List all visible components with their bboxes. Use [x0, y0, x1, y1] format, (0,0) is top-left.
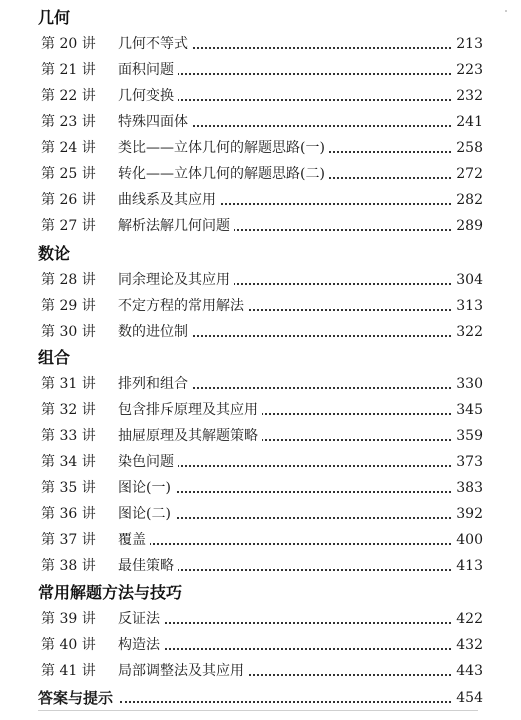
lecture-title: 转化——立体几何的解题思路(二): [118, 162, 329, 186]
lecture-title: 不定方程的常用解法: [118, 294, 248, 318]
lecture-number: 第 25 讲: [41, 166, 96, 182]
page-number: 232: [452, 84, 483, 108]
page-number: 400: [452, 528, 483, 552]
lecture-title: 解析法解几何问题: [118, 214, 234, 238]
dot-leader: [118, 543, 451, 545]
lecture-number: 第 21 讲: [41, 62, 96, 78]
toc-entry[interactable]: [0, 528, 521, 552]
toc-entry[interactable]: [0, 450, 521, 474]
lecture-number: 第 22 讲: [41, 88, 96, 104]
lecture-number: 第 24 讲: [41, 140, 96, 156]
lecture-title: 数的进位制: [118, 320, 192, 344]
bottom-divider: [38, 710, 478, 711]
page-number: 432: [452, 633, 483, 657]
lecture-title: 染色问题: [118, 450, 178, 474]
toc-entry[interactable]: [0, 320, 521, 344]
page-number: 313: [452, 294, 483, 318]
page-number: 392: [452, 502, 483, 526]
lecture-title: 面积问题: [118, 58, 178, 82]
section-heading-methods: 常用解题方法与技巧: [38, 583, 183, 602]
lecture-number: 第 28 讲: [41, 272, 96, 288]
lecture-title: 几何不等式: [118, 32, 192, 56]
lecture-number: 第 33 讲: [41, 428, 96, 444]
lecture-number: 第 29 讲: [41, 298, 96, 314]
lecture-title: 类比——立体几何的解题思路(一): [118, 136, 329, 160]
lecture-number: 第 26 讲: [41, 192, 96, 208]
lecture-title: 图论(一): [118, 476, 175, 500]
page-number: 383: [452, 476, 483, 500]
section-heading-geometry: 几何: [38, 8, 71, 27]
toc-entry[interactable]: [0, 554, 521, 578]
page-number: 304: [452, 268, 483, 292]
toc-entry[interactable]: [0, 502, 521, 526]
lecture-number: 第 20 讲: [41, 36, 96, 52]
lecture-number: 第 32 讲: [41, 402, 96, 418]
toc-entry-answers[interactable]: [0, 686, 521, 710]
page-number: 422: [452, 607, 483, 631]
toc-entry[interactable]: [0, 659, 521, 683]
page-number: 443: [452, 659, 483, 683]
page-number: 330: [452, 372, 483, 396]
toc-entry[interactable]: [0, 268, 521, 292]
page-number: 413: [452, 554, 483, 578]
lecture-number: 第 36 讲: [41, 506, 96, 522]
lecture-title: 构造法: [118, 633, 164, 657]
toc-entry[interactable]: [0, 162, 521, 186]
lecture-number: 第 23 讲: [41, 114, 96, 130]
lecture-number: 第 35 讲: [41, 480, 96, 496]
page-number: 213: [452, 32, 483, 56]
page-number: 345: [452, 398, 483, 422]
lecture-title: 反证法: [118, 607, 164, 631]
lecture-number: 第 34 讲: [41, 454, 96, 470]
lecture-number: 第 41 讲: [41, 663, 96, 679]
page-number: 454: [452, 686, 483, 710]
lecture-number: 第 31 讲: [41, 376, 96, 392]
lecture-number: 第 38 讲: [41, 558, 96, 574]
lecture-number: 第 39 讲: [41, 611, 96, 627]
toc-entry[interactable]: [0, 424, 521, 448]
lecture-number: 第 37 讲: [41, 532, 96, 548]
lecture-title: 排列和组合: [118, 372, 192, 396]
toc-entry[interactable]: [0, 294, 521, 318]
toc-entry[interactable]: [0, 214, 521, 238]
toc-entry[interactable]: [0, 607, 521, 631]
answers-title: 答案与提示: [38, 686, 117, 710]
page-number: 223: [452, 58, 483, 82]
lecture-title: 几何变换: [118, 84, 178, 108]
dot-leader: [118, 622, 451, 624]
dot-leader: [118, 648, 451, 650]
lecture-title: 局部调整法及其应用: [118, 659, 248, 683]
page-number: 272: [452, 162, 483, 186]
section-heading-combinatorics: 组合: [38, 348, 71, 367]
lecture-title: 包含排斥原理及其应用: [118, 398, 262, 422]
page-number: 322: [452, 320, 483, 344]
toc-entry[interactable]: [0, 188, 521, 212]
toc-entry[interactable]: [0, 58, 521, 82]
lecture-title: 同余理论及其应用: [118, 268, 234, 292]
lecture-title: 特殊四面体: [118, 110, 192, 134]
lecture-number: 第 40 讲: [41, 637, 96, 653]
page-number: 359: [452, 424, 483, 448]
lecture-title: 最佳策略: [118, 554, 178, 578]
page-number: 258: [452, 136, 483, 160]
page-number: 289: [452, 214, 483, 238]
dot-leader: [120, 701, 451, 703]
toc-entry[interactable]: [0, 372, 521, 396]
page-number: 241: [452, 110, 483, 134]
lecture-number: 第 27 讲: [41, 218, 96, 234]
page-number: 373: [452, 450, 483, 474]
toc-entry[interactable]: [0, 84, 521, 108]
toc-entry[interactable]: [0, 633, 521, 657]
lecture-title: 图论(二): [118, 502, 175, 526]
toc-entry[interactable]: [0, 476, 521, 500]
toc-entry[interactable]: [0, 110, 521, 134]
toc-entry[interactable]: [0, 32, 521, 56]
scan-speck: [505, 10, 507, 12]
section-heading-number-theory: 数论: [38, 244, 71, 263]
lecture-title: 曲线系及其应用: [118, 188, 220, 212]
page-number: 282: [452, 188, 483, 212]
lecture-title: 抽屉原理及其解题策略: [118, 424, 262, 448]
lecture-title: 覆盖: [118, 528, 150, 552]
toc-entry[interactable]: [0, 398, 521, 422]
toc-entry[interactable]: [0, 136, 521, 160]
lecture-number: 第 30 讲: [41, 324, 96, 340]
